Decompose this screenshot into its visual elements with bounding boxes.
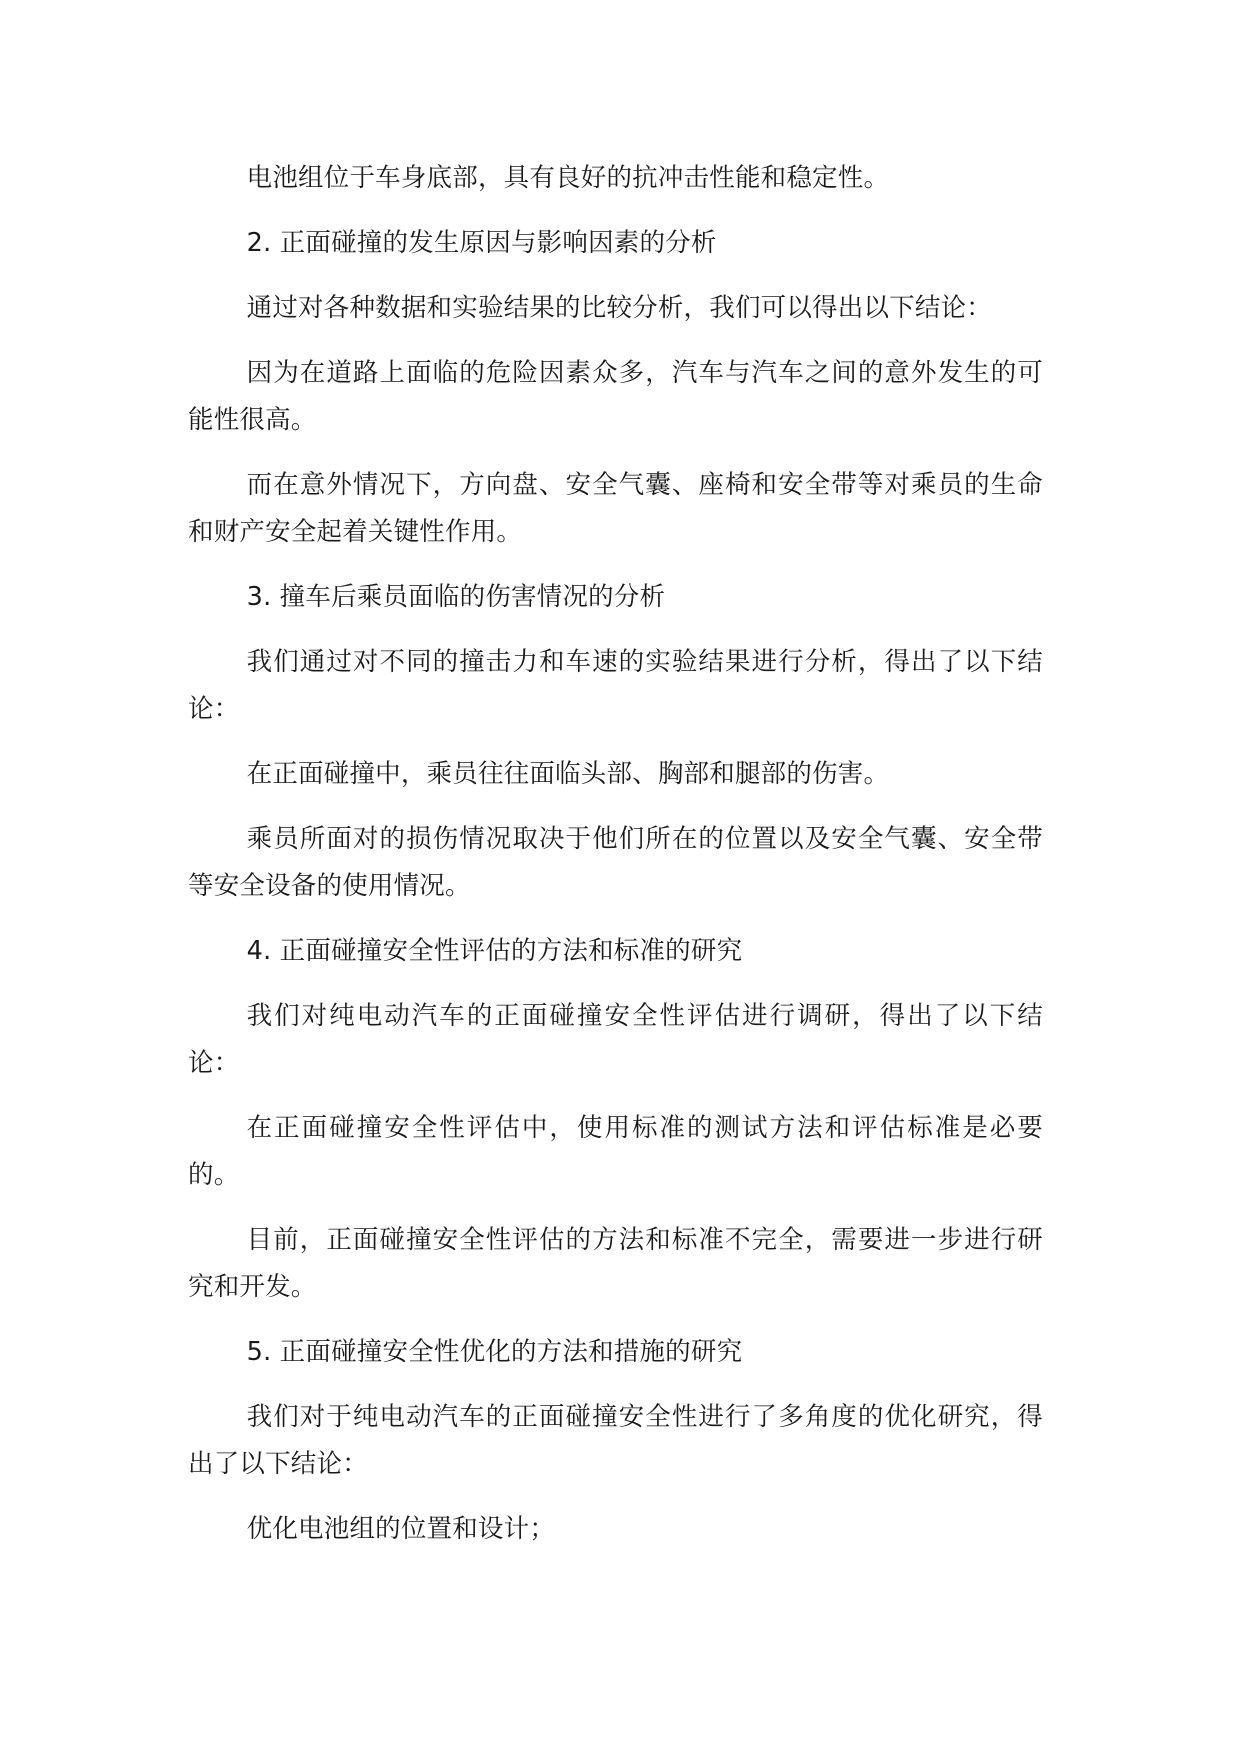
paragraph-road-hazards: 因为在道路上面临的危险因素众多，汽车与汽车之间的意外发生的可能性很高。 — [188, 358, 1043, 435]
paragraph-injury-areas: 在正面碰撞中，乘员往往面临头部、胸部和腿部的伤害。 — [246, 759, 890, 789]
section-heading-2: 2. 正面碰撞的发生原因与影响因素的分析 — [246, 228, 717, 258]
paragraph-comparison-intro: 通过对各种数据和实验结果的比较分析，我们可以得出以下结论： — [246, 293, 992, 323]
paragraph-optimization-intro: 我们对于纯电动汽车的正面碰撞安全性进行了多角度的优化研究，得出了以下结论： — [188, 1402, 1043, 1479]
paragraph-battery-location: 电池组位于车身底部，具有良好的抗冲击性能和稳定性。 — [246, 163, 890, 193]
paragraph-standard-methods: 在正面碰撞安全性评估中，使用标准的测试方法和评估标准是必要的。 — [188, 1113, 1043, 1190]
paragraph-impact-intro: 我们通过对不同的撞击力和车速的实验结果进行分析，得出了以下结论： — [188, 647, 1043, 724]
section-heading-4: 4. 正面碰撞安全性评估的方法和标准的研究 — [246, 936, 743, 966]
paragraph-injury-factors: 乘员所面对的损伤情况取决于他们所在的位置以及安全气囊、安全带等安全设备的使用情况。 — [188, 824, 1043, 901]
paragraph-evaluation-intro: 我们对纯电动汽车的正面碰撞安全性评估进行调研，得出了以下结论： — [188, 1001, 1043, 1078]
paragraph-safety-equipment: 而在意外情况下，方向盘、安全气囊、座椅和安全带等对乘员的生命和财产安全起着关键性作用。 — [188, 470, 1043, 547]
document-body — [188, 155, 1043, 1571]
section-heading-5: 5. 正面碰撞安全性优化的方法和措施的研究 — [246, 1337, 743, 1367]
paragraph-further-research: 目前，正面碰撞安全性评估的方法和标准不完全，需要进一步进行研究和开发。 — [188, 1225, 1043, 1302]
section-heading-3: 3. 撞车后乘员面临的伤害情况的分析 — [246, 582, 666, 612]
paragraph-battery-optimization: 优化电池组的位置和设计； — [246, 1514, 556, 1544]
